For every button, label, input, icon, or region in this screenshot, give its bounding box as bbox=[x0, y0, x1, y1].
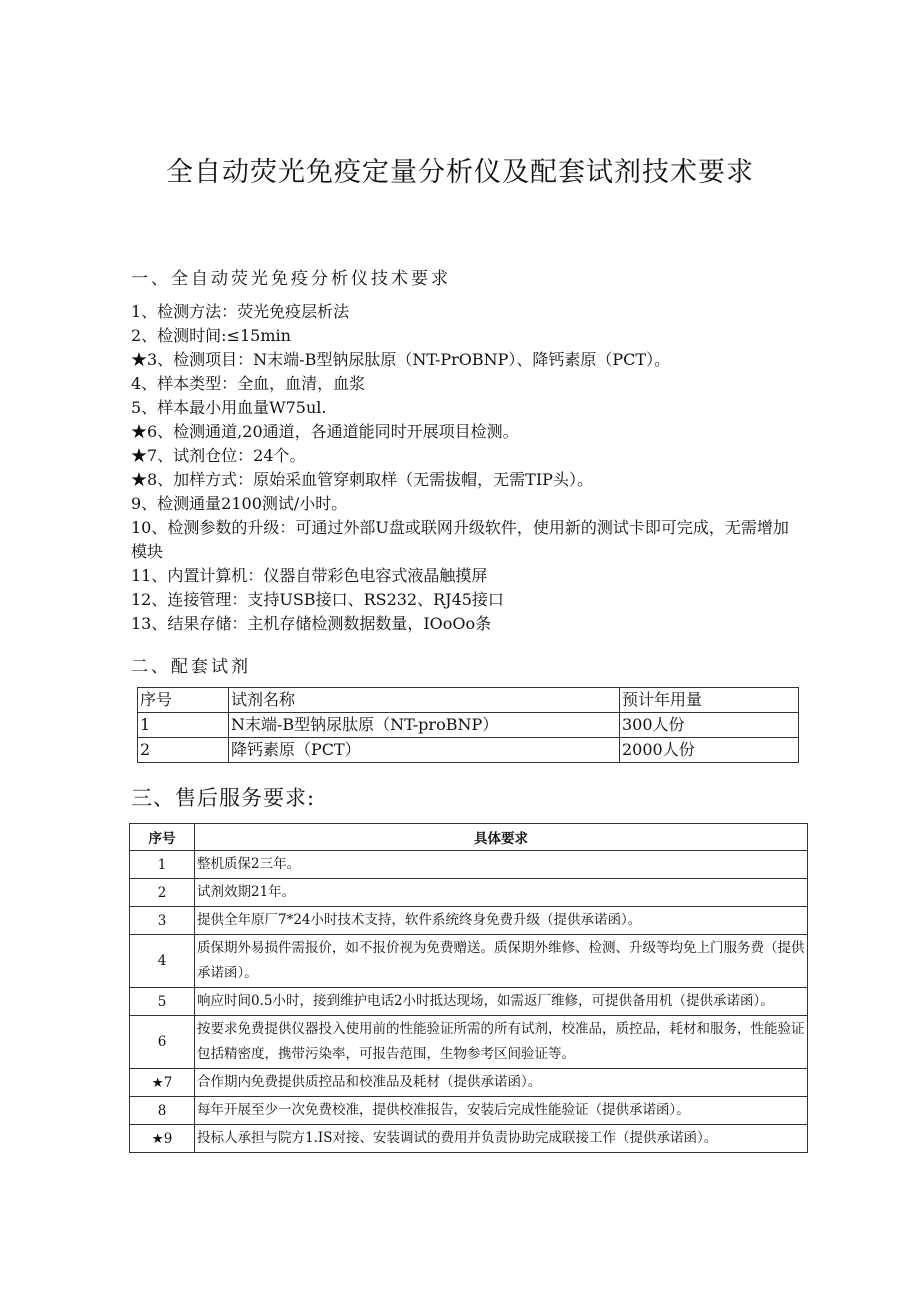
cell-no: 4 bbox=[130, 935, 195, 988]
requirement-item: ★8、加样方式：原始采血管穿刺取样（无需拔帽，无需TIP头）。 bbox=[131, 470, 593, 489]
requirement-item: ★6、检测通道,20通道，各通道能同时开展项目检测。 bbox=[131, 422, 519, 441]
column-header-no: 序号 bbox=[138, 688, 229, 713]
cell-requirement: 按要求免费提供仪器投入使用前的性能验证所需的所有试剂，校准品，质控品，耗材和服务，性能验证包括精密度，携带污染率，可报告范围，生物参考区间验证等。 bbox=[195, 1016, 808, 1069]
section-heading-instrument: 一、全自动荧光免疫分析仪技术要求 bbox=[131, 269, 451, 289]
table-row bbox=[130, 1125, 808, 1153]
table-row bbox=[130, 1069, 808, 1097]
requirement-item: 12、连接管理：支持USB接口、RS232、RJ45接口 bbox=[131, 590, 504, 609]
cell-no: 2 bbox=[138, 738, 229, 763]
reagent-table bbox=[137, 687, 799, 763]
requirement-item: 5、样本最小用血量W75ul. bbox=[131, 398, 327, 417]
requirement-item: 11、内置计算机：仪器自带彩色电容式液晶触摸屏 bbox=[131, 566, 488, 585]
cell-no: ★7 bbox=[130, 1069, 195, 1097]
requirement-item: 4、样本类型：全血，血清，血浆 bbox=[131, 374, 366, 393]
section-heading-after-sales: 三、售后服务要求: bbox=[131, 786, 316, 810]
table-row bbox=[130, 879, 808, 907]
table-row bbox=[130, 988, 808, 1016]
table-row bbox=[130, 851, 808, 879]
cell-no: 6 bbox=[130, 1016, 195, 1069]
cell-reagent-name: N末端-B型钠尿肽原（NT-proBNP） bbox=[229, 713, 620, 738]
cell-requirement: 投标人承担与院方1.IS对接、安装调试的费用并负责协助完成联接工作（提供承诺函）。 bbox=[195, 1125, 808, 1153]
cell-requirement: 响应时间0.5小时，接到维护电话2小时抵达现场，如需返厂维修，可提供备用机（提供承诺函）。 bbox=[195, 988, 808, 1016]
requirement-item: ★3、检测项目：N末端-B型钠尿肽原（NT-PrOBNP）、降钙素原（PCT）。 bbox=[131, 350, 671, 369]
cell-requirement: 整机质保2三年。 bbox=[195, 851, 808, 879]
table-header-row bbox=[138, 688, 799, 713]
cell-requirement: 每年开展至少一次免费校准，提供校准报告，安装后完成性能验证（提供承诺函）。 bbox=[195, 1097, 808, 1125]
cell-reagent-name: 降钙素原（PCT） bbox=[229, 738, 620, 763]
cell-no: 1 bbox=[138, 713, 229, 738]
cell-requirement: 试剂效期21年。 bbox=[195, 879, 808, 907]
table-row bbox=[130, 1097, 808, 1125]
cell-requirement: 提供全年原厂7*24小时技术支持，软件系统终身免费升级（提供承诺函）。 bbox=[195, 907, 808, 935]
cell-annual-usage: 2000人份 bbox=[620, 738, 799, 763]
section-heading-reagents: 二、配套试剂 bbox=[131, 657, 251, 677]
column-header-requirement: 具体要求 bbox=[195, 824, 808, 851]
column-header-no: 序号 bbox=[130, 824, 195, 851]
table-row bbox=[130, 907, 808, 935]
table-row bbox=[138, 738, 799, 763]
cell-requirement: 质保期外易损件需报价，如不报价视为免费赠送。质保期外维修、检测、升级等均免上门服务费（提供承诺函）。 bbox=[195, 935, 808, 988]
column-header-reagent-name: 试剂名称 bbox=[229, 688, 620, 713]
cell-requirement: 合作期内免费提供质控品和校准品及耗材（提供承诺函）。 bbox=[195, 1069, 808, 1097]
requirement-item: 2、检测时间:≤15min bbox=[131, 326, 291, 345]
column-header-annual-usage: 预计年用量 bbox=[620, 688, 799, 713]
table-row bbox=[138, 713, 799, 738]
table-row bbox=[130, 1016, 808, 1069]
requirement-item: 9、检测通量2100测试/小时。 bbox=[131, 494, 348, 513]
cell-no: 1 bbox=[130, 851, 195, 879]
document-title: 全自动荧光免疫定量分析仪及配套试剂技术要求 bbox=[166, 157, 754, 188]
table-header-row bbox=[130, 824, 808, 851]
requirement-item: ★7、试剂仓位：24个。 bbox=[131, 446, 306, 465]
after-sales-table bbox=[129, 823, 808, 1153]
cell-no: 8 bbox=[130, 1097, 195, 1125]
cell-no: 2 bbox=[130, 879, 195, 907]
requirement-item: 13、结果存储：主机存储检测数据数量，IOoOo条 bbox=[131, 614, 492, 633]
cell-no: 5 bbox=[130, 988, 195, 1016]
cell-annual-usage: 300人份 bbox=[620, 713, 799, 738]
cell-no: 3 bbox=[130, 907, 195, 935]
instrument-requirements-list bbox=[131, 300, 791, 636]
table-row bbox=[130, 935, 808, 988]
requirement-item: 1、检测方法：荧光免疫层析法 bbox=[131, 302, 350, 321]
cell-no: ★9 bbox=[130, 1125, 195, 1153]
requirement-item: 10、检测参数的升级：可通过外部U盘或联网升级软件，使用新的测试卡即可完成，无需增加模块 bbox=[131, 518, 789, 561]
